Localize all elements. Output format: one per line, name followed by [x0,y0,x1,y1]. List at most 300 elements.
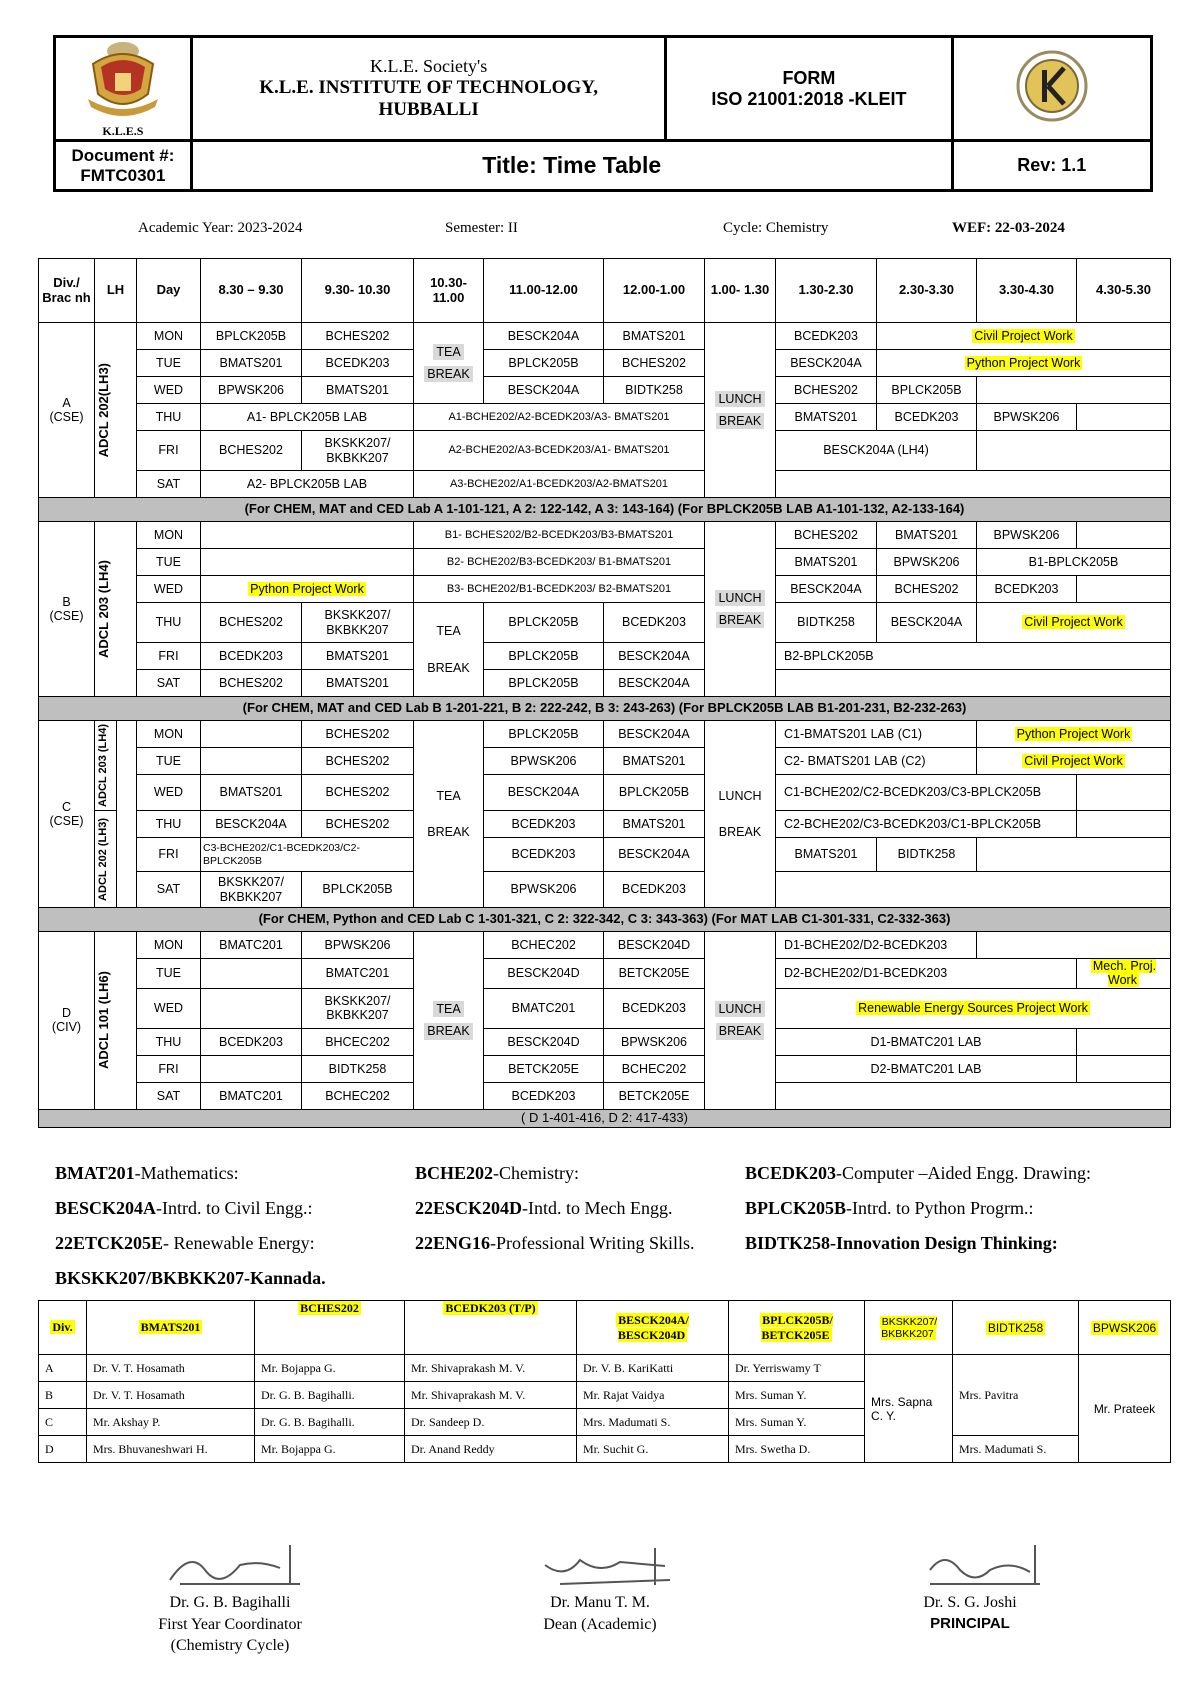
faculty-cell: B [39,1382,87,1409]
faculty-head-cell [577,1301,729,1355]
empty-cell [776,872,1171,908]
slot-cell: BPLCK205B [484,603,604,643]
legend-text: -Intd. to Mech Engg. [522,1198,673,1218]
lh-a [95,323,137,498]
faculty-cell: Mrs. Suman Y. [729,1409,865,1436]
faculty-cell: Mr. Bojappa G. [255,1355,405,1382]
div-a-label: A [62,395,71,410]
empty-cell [977,838,1171,872]
institute-cell [191,37,666,141]
day-cell: THU [137,811,201,838]
lab-cell: C1-BMATS201 LAB (C1) [776,721,977,748]
empty-cell [1077,811,1171,838]
doc-number-cell [55,141,192,191]
d-mon-row [39,932,1171,959]
faculty-head-text: BIDTK258 [987,1320,1044,1335]
semester: Semester: II [445,220,518,236]
signatory-role: (Chemistry Cycle) [170,1637,290,1655]
signatory-role: PRINCIPAL [930,1614,1010,1632]
day-cell: SAT [137,670,201,697]
slot-cell: BCHES202 [302,775,414,811]
slot-cell: BESCK204A [604,643,705,670]
timetable-header-row [39,259,1171,323]
project-highlight: Renewable Energy Sources Project Work [858,1001,1088,1016]
slot-cell: BESCK204A [604,670,705,697]
form-label: FORM [782,67,836,88]
slot-cell: BCEDK203 [201,1028,302,1055]
slot-cell: BCHES202 [776,522,877,549]
tea-label: TEA [436,788,461,803]
signatory-role: First Year Coordinator [158,1615,302,1633]
c-wed-row [39,775,1171,811]
faculty-head-text: BPLCK205B/ BETCK205E [761,1312,833,1342]
slot-cell: BCHEC202 [484,932,604,959]
div-b-label: B [62,594,71,609]
slot-cell [877,350,1171,377]
lab-note: (For CHEM, MAT and CED Lab B 1-201-221, B 2: 222-242, B 3: 243-263) (For BPLCK205B LAB B1-201-231, B2-232-263) [39,697,1171,721]
day-cell: THU [137,1028,201,1055]
kleit-logo-cell [952,37,1151,141]
legend-code: BKSKK207/BKBKK207-Kannada. [55,1268,326,1288]
day-cell: WED [137,775,201,811]
faculty-head-cell [255,1301,405,1355]
slot-cell: BMATS201 [776,549,877,576]
day-cell: MON [137,323,201,350]
day-cell: FRI [137,643,201,670]
faculty-cell: Mr. Suchit G. [577,1436,729,1463]
a-fri-row [39,431,1171,471]
slot-cell [977,748,1171,775]
break-label: BREAK [427,660,470,675]
legend-text: -Intrd. to Python Progrm.: [846,1198,1034,1218]
faculty-head-cell [865,1301,953,1355]
day-cell: TUE [137,748,201,775]
lh-b-label: ADCL 203 (LH4) [96,559,111,658]
slot-cell: BCEDK203 [302,350,414,377]
b-lab-note [39,697,1171,721]
b-fri-row [39,643,1171,670]
lab-cell: B3- BCHE202/B1-BCEDK203/ B2-BMATS201 [414,576,705,603]
break-label: BREAK [424,1023,472,1039]
faculty-table [38,1300,1171,1463]
day-cell: THU [137,603,201,643]
empty-cell [776,670,1171,697]
break-label: BREAK [716,612,764,628]
faculty-head-text: Div. [52,1320,73,1334]
day-cell: SAT [137,471,201,498]
form-cell [666,37,952,141]
slot-cell: BPWSK206 [877,549,977,576]
slot-cell: BCHES202 [302,811,414,838]
slot-cell: BMATC201 [302,959,414,989]
col-slot-8: 2.30-3.30 [877,259,977,323]
empty-cell [1077,1055,1171,1082]
project-highlight: Mech. Proj. Work [1092,959,1157,988]
faculty-cell: D [39,1436,87,1463]
academic-year: Academic Year: 2023-2024 [138,220,303,236]
lh-b [95,522,137,697]
faculty-cell: Dr. G. B. Bagihalli. [255,1382,405,1409]
faculty-cell: Mr. Shivaprakash M. V. [405,1355,577,1382]
b-thu-row [39,603,1171,643]
slot-cell: BMATS201 [776,404,877,431]
col-slot-4: 11.00-12.00 [484,259,604,323]
slot-cell: BMATS201 [877,522,977,549]
empty-cell [977,377,1171,404]
project-highlight: Python Project Work [250,581,364,596]
col-slot-6: 1.00- 1.30 [705,259,776,323]
div-b [39,522,95,697]
lab-cell: B2-BPLCK205B [776,643,1171,670]
slot-cell: BETCK205E [604,1082,705,1109]
empty-cell [1077,1028,1171,1055]
slot-cell: BESCK204A [776,576,877,603]
slot-cell: BESCK204A [877,603,977,643]
faculty-head-text: BMATS201 [140,1320,201,1334]
faculty-row-a [39,1355,1171,1382]
slot-cell: BPLCK205B [484,721,604,748]
slot-cell: BPWSK206 [201,377,302,404]
signatory-name: Dr. S. G. Joshi [923,1594,1017,1611]
lab-cell: A1-BCHE202/A2-BCEDK203/A3- BMATS201 [414,404,705,431]
legend-bcedk [745,1163,1091,1184]
slot-cell: BPLCK205B [484,670,604,697]
signature-dean [480,1540,720,1635]
faculty-cell: Mrs. Pavitra [953,1355,1079,1436]
col-slot-7: 1.30-2.30 [776,259,877,323]
legend-22eng [415,1233,694,1254]
empty-cell [201,721,302,748]
project-highlight: Civil Project Work [1024,753,1123,768]
faculty-head-cell [1079,1301,1171,1355]
lab-cell: D1-BMATC201 LAB [776,1028,1077,1055]
col-slot-10: 4.30-5.30 [1077,259,1171,323]
day-cell: MON [137,522,201,549]
slot-cell: BIDTK258 [776,603,877,643]
slot-cell: BHCEC202 [302,1028,414,1055]
break-label: BREAK [424,366,472,382]
empty-cell [201,522,414,549]
slot-cell: BPLCK205B [302,872,414,908]
slot-cell: BESCK204A [201,811,302,838]
society-name: K.L.E. Society's [369,56,488,76]
col-day: Day [137,259,201,323]
legend-bche [415,1163,579,1184]
div-d-branch: (CIV) [51,1020,82,1035]
signatory-role: Dean (Academic) [543,1615,657,1633]
break-label: BREAK [716,1023,764,1039]
lh-d [95,932,137,1110]
logo-caption: K.L.E.S [102,123,144,138]
legend-code: 22ESCK204D [415,1198,523,1218]
slot-cell: BETCK205E [484,1055,604,1082]
legend-bplck [745,1198,1034,1219]
day-cell: FRI [137,431,201,471]
div-d-label: D [61,1006,72,1020]
div-a-branch: (CSE) [49,410,84,424]
faculty-cell: Dr. Anand Reddy [405,1436,577,1463]
legend-text: -Chemistry: [493,1163,580,1183]
project-highlight: Python Project Work [966,355,1081,370]
legend-besck [55,1198,313,1219]
legend-code: BMAT201 [55,1163,135,1183]
slot-cell: BESCK204D [604,932,705,959]
lab-note: ( D 1-401-416, D 2: 417-433) [39,1109,1171,1127]
lab-note: (For CHEM, Python and CED Lab C 1-301-321, C 2: 322-342, C 3: 343-363) (For MAT LAB C1-301-331, C2-332-363) [39,908,1171,932]
empty-cell [201,1055,302,1082]
slot-cell: BMATS201 [604,748,705,775]
lh-c1 [95,721,117,811]
day-cell: TUE [137,959,201,989]
empty-cell [1077,404,1171,431]
institute-name: K.L.E. INSTITUTE OF TECHNOLOGY, [259,77,598,98]
slot-cell: BKSKK207/ BKBKK207 [201,872,302,908]
faculty-cell: Dr. V. B. KariKatti [577,1355,729,1382]
b-tue-row [39,549,1171,576]
lh-d-label: ADCL 101 (LH6) [96,971,111,1070]
slot-cell: BPWSK206 [484,872,604,908]
slot-cell: BCHES202 [776,377,877,404]
legend-kannada [55,1268,326,1289]
slot-cell: BPWSK206 [604,1028,705,1055]
faculty-cell: Mr. Akshay P. [87,1409,255,1436]
slot-cell: BCHEC202 [604,1055,705,1082]
day-cell: WED [137,988,201,1028]
slot-cell: BCHES202 [201,431,302,471]
faculty-header-row [39,1301,1171,1355]
col-slot-1: 8.30 – 9.30 [201,259,302,323]
div-a [39,323,95,498]
day-cell: FRI [137,838,201,872]
empty-cell [1077,576,1171,603]
lunch-label: LUNCH [715,1001,764,1017]
legend-code: BIDTK258-Innovation Design Thinking: [745,1233,1058,1253]
d-thu-row [39,1028,1171,1055]
day-cell: SAT [137,1082,201,1109]
slot-cell: BESCK204A [484,775,604,811]
lab-cell: C3-BCHE202/C1-BCEDK203/C2-BPLCK205B [201,838,414,872]
col-slot-2: 9.30- 10.30 [302,259,414,323]
lunch-label: LUNCH [715,590,764,606]
lh-a-label: ADCL 202(LH3) [96,362,111,458]
col-slot-5: 12.00-1.00 [604,259,705,323]
empty-cell [1077,522,1171,549]
break-label: BREAK [716,413,764,429]
faculty-cell: Mrs. Bhuvaneshwari H. [87,1436,255,1463]
slot-cell: BESCK204A [604,838,705,872]
faculty-cell: Mr. Prateek [1079,1355,1171,1463]
signatory-name: Dr. Manu T. M. [550,1594,650,1611]
faculty-cell: Mr. Shivaprakash M. V. [405,1382,577,1409]
legend-bidtk [745,1233,1058,1254]
doc-number: FMTC0301 [80,165,166,185]
c-fri-row [39,838,1171,872]
b-sat-row [39,670,1171,697]
empty-cell [776,1082,1171,1109]
faculty-cell: A [39,1355,87,1382]
slot-cell: BCEDK203 [776,323,877,350]
lunch-break-b [705,522,776,697]
slot-cell: BPLCK205B [201,323,302,350]
day-cell: THU [137,404,201,431]
slot-cell: BCHES202 [604,350,705,377]
faculty-cell: Dr. Sandeep D. [405,1409,577,1436]
faculty-head-text: BPWSK206 [1092,1320,1157,1335]
lab-cell: A2- BPLCK205B LAB [201,471,414,498]
slot-cell: BKSKK207/ BKBKK207 [302,603,414,643]
lab-cell: A1- BPLCK205B LAB [201,404,414,431]
slot-cell: BMATS201 [604,323,705,350]
slot-cell: BCHES202 [302,721,414,748]
faculty-head-text: BCEDK203 (T/P) [445,1301,536,1315]
tea-break-c [414,721,484,908]
kleit-logo [1012,46,1092,126]
tea-label: TEA [436,624,461,639]
slot-cell: BCHEC202 [302,1082,414,1109]
signature-principal [850,1540,1090,1634]
faculty-cell: Mrs. Sapna C. Y. [865,1355,953,1463]
faculty-cell: Dr. V. T. Hosamath [87,1355,255,1382]
legend-text: -Intrd. to Civil Engg.: [156,1198,313,1218]
slot-cell: BCHES202 [302,748,414,775]
slot-cell: BCEDK203 [977,576,1077,603]
slot-cell: BKSKK207/ BKBKK207 [302,988,414,1028]
wef-date: WEF: 22-03-2024 [952,220,1065,236]
tea-break-a [414,323,484,404]
lh-c2 [95,811,117,908]
day-cell: WED [137,377,201,404]
slot-cell: BPLCK205B [604,775,705,811]
slot-cell [776,988,1171,1028]
div-c-label: C [61,799,72,814]
faculty-head-text: BESCK204A/ BESCK204D [617,1312,689,1342]
faculty-cell: Dr. G. B. Bagihalli. [255,1409,405,1436]
lab-cell: D1-BCHE202/D2-BCEDK203 [776,932,977,959]
lab-cell: C2- BMATS201 LAB (C2) [776,748,977,775]
legend-code: BCEDK203 [745,1163,837,1183]
cycle: Cycle: Chemistry [723,220,829,236]
timetable [38,258,1171,1128]
d-lab-note [39,1109,1171,1127]
empty-cell [1077,775,1171,811]
col-div: Div./ Brac nh [39,259,95,323]
legend-code: BPLCK205B [745,1198,847,1218]
slot-cell: BCEDK203 [604,988,705,1028]
b-mon-row [39,522,1171,549]
faculty-row-d [39,1436,1171,1463]
slot-cell: BMATS201 [201,350,302,377]
slot-cell [977,721,1171,748]
slot-cell: BCEDK203 [484,838,604,872]
b-wed-row [39,576,1171,603]
slot-cell: BKSKK207/ BKBKK207 [302,431,414,471]
d-fri-row [39,1055,1171,1082]
doc-label: Document #: [71,145,175,165]
slot-cell: BMATS201 [302,643,414,670]
div-b-branch: (CSE) [49,609,84,623]
slot-cell: BCEDK203 [484,811,604,838]
c-tue-row [39,748,1171,775]
legend-22esck [415,1198,672,1219]
slot-cell: BMATS201 [302,670,414,697]
slot-cell [877,323,1171,350]
col-slot-3: 10.30- 11.00 [414,259,484,323]
faculty-head-cell [729,1301,865,1355]
legend-code: 22ENG16 [415,1233,491,1253]
lab-cell: A3-BCHE202/A1-BCEDK203/A2-BMATS201 [414,471,705,498]
slot-cell: BETCK205E [604,959,705,989]
day-cell: WED [137,576,201,603]
iso-label: ISO 21001:2018 -KLEIT [711,88,907,109]
a-tue-row [39,350,1171,377]
div-d [39,932,95,1110]
legend-text: -Mathematics: [134,1163,239,1183]
kles-logo [73,39,173,139]
empty-cell [201,988,302,1028]
slot-cell: BPWSK206 [302,932,414,959]
signature-scribble [150,1540,310,1590]
legend-text: -Professional Writing Skills. [490,1233,695,1253]
institute-city: HUBBALLI [378,99,479,120]
lab-cell: C1-BCHE202/C2-BCEDK203/C3-BPLCK205B [776,775,1077,811]
day-cell: FRI [137,1055,201,1082]
faculty-head-cell [87,1301,255,1355]
tea-break-d [414,932,484,1110]
slot-cell: BCEDK203 [604,872,705,908]
slot-cell: BCEDK203 [877,404,977,431]
kles-logo-cell [55,37,192,141]
document-header [53,35,1153,192]
slot-cell: BESCK204A [484,377,604,404]
revision: Rev: 1.1 [952,141,1151,191]
c-thu-row [39,811,1171,838]
faculty-cell: Mr. Rajat Vaidya [577,1382,729,1409]
project-highlight: Python Project Work [1016,726,1131,741]
signature-scribble [890,1540,1050,1590]
lab-cell: D2-BCHE202/D1-BCEDK203 [776,959,1077,989]
slot-cell: BESCK204A [776,350,877,377]
break-label: BREAK [427,825,470,839]
empty-cell [201,959,302,989]
lunch-label: LUNCH [718,788,762,803]
faculty-cell: Mrs. Swetha D. [729,1436,865,1463]
div-c [39,721,95,908]
signature-scribble [520,1540,680,1590]
day-cell: TUE [137,350,201,377]
slot-cell [1077,959,1171,989]
signatory-name: Dr. G. B. Bagihalli [169,1594,291,1611]
lab-cell: B1- BCHES202/B2-BCEDK203/B3-BMATS201 [414,522,705,549]
project-highlight: Civil Project Work [1024,615,1123,630]
slot-cell: BIDTK258 [877,838,977,872]
faculty-head-text: BCHES202 [300,1301,359,1315]
day-cell: MON [137,721,201,748]
c-sat-row [39,872,1171,908]
slot-cell: BCHES202 [302,323,414,350]
day-cell: MON [137,932,201,959]
faculty-cell: C [39,1409,87,1436]
legend-bmat [55,1163,239,1184]
slot-cell: BPWSK206 [977,404,1077,431]
slot-cell: BIDTK258 [302,1055,414,1082]
faculty-cell: Dr. V. T. Hosamath [87,1382,255,1409]
a-thu-row [39,404,1171,431]
d-wed-row [39,988,1171,1028]
lh-c-spacer [117,721,137,908]
day-cell: SAT [137,872,201,908]
slot-cell: BMATS201 [302,377,414,404]
slot-cell: BCHES202 [201,603,302,643]
